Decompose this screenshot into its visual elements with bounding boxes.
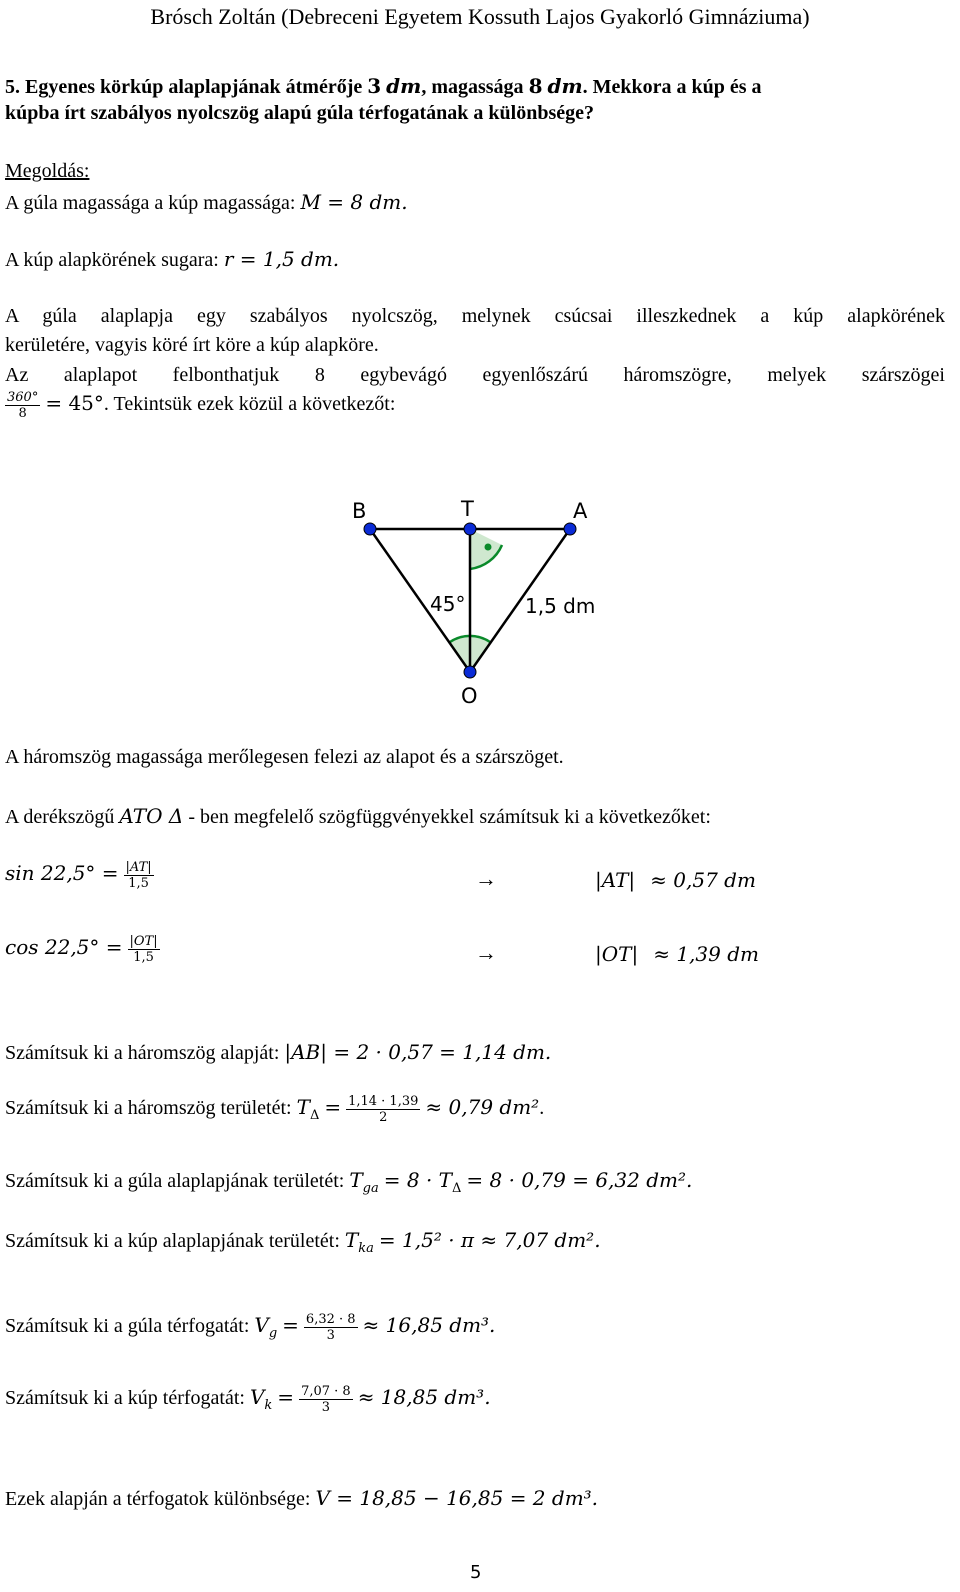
side-length-label: 1,5 dm — [525, 594, 596, 618]
sin-fraction — [124, 860, 154, 891]
paragraph-text: Számítsuk ki a háromszög alapját: — [5, 1042, 280, 1064]
calc-difference — [5, 1486, 598, 1511]
math-expression: ≈ 0,57 dm — [650, 868, 756, 892]
paragraph-text: Ezek alapján a térfogatok különbsége: — [5, 1488, 311, 1510]
math-expression: T — [296, 1095, 310, 1120]
math-subscript: ga — [362, 1181, 379, 1196]
paragraph-bisect: A háromszög magassága merőlegesen felezi az alapot és a szárszöget. — [5, 746, 564, 768]
paragraph-text: . Tekintsük ezek közül a következőt: — [103, 393, 396, 416]
paragraph-text: A kúp alapkörének sugara: — [5, 249, 219, 271]
math-expression: |AT| — [595, 868, 636, 892]
triangle-figure — [340, 490, 610, 715]
point-O — [464, 666, 476, 678]
calc-base — [5, 1040, 551, 1065]
height-value: 8 — [528, 74, 543, 98]
calc-cone-volume — [5, 1384, 491, 1415]
math-expression: = 1,5² · π ≈ 7,07 dm². — [378, 1228, 601, 1252]
fraction-denominator: 2 — [346, 1109, 420, 1125]
math-expression: = — [324, 1095, 342, 1120]
math-expression: = 8 · T — [383, 1168, 453, 1192]
paragraph-text: Számítsuk ki a gúla alaplapjának területét: — [5, 1170, 345, 1192]
paragraph-text: Számítsuk ki a gúla térfogatát: — [5, 1315, 250, 1338]
problem-text: . Mekkora a kúp és a — [582, 76, 762, 98]
point-A — [564, 523, 576, 535]
paragraph-text: . — [539, 1097, 545, 1120]
fraction-numerator: 360° — [7, 390, 39, 405]
cos-equation — [5, 934, 160, 965]
math-expression: ATO Δ — [119, 804, 184, 828]
arrow-icon: → — [475, 940, 497, 965]
math-subscript: k — [264, 1398, 273, 1414]
math-expression: cos 22,5° = — [5, 935, 123, 960]
point-B — [364, 523, 376, 535]
label-A: A — [573, 499, 588, 523]
paragraph-octagon-line-2: kerületére, vagyis köré írt köre a kúp alapköre. — [5, 334, 379, 356]
calc-pyramid-volume — [5, 1312, 495, 1343]
paragraph-split-line-2 — [5, 390, 395, 421]
math-expression: T — [344, 1228, 359, 1252]
solution-label: Megoldás: — [5, 160, 90, 182]
math-expression: V — [254, 1313, 269, 1338]
calc-pyramid-base — [5, 1168, 692, 1196]
fraction-denominator: 8 — [5, 405, 40, 421]
fraction-numerator: 6,32 · 8 — [305, 1312, 356, 1327]
label-B: B — [352, 499, 367, 523]
angle-fraction — [5, 390, 40, 421]
math-expression: ≈ 0,79 dm² — [425, 1095, 540, 1120]
problem-line-2: kúpba írt szabályos nyolcszög alapú gúla térfogatának a különbsége? — [5, 102, 594, 124]
math-expression: = 45° — [45, 391, 104, 416]
paragraph-text: Számítsuk ki a háromszög területét: — [5, 1097, 292, 1120]
fraction-numerator: 7,07 · 8 — [301, 1384, 351, 1399]
math-expression: M = 8 dm. — [300, 190, 408, 214]
cos-result — [595, 942, 759, 967]
label-O: O — [461, 684, 478, 708]
math-expression: |AB| = 2 · 0,57 = 1,14 dm. — [284, 1040, 552, 1064]
sin-equation — [5, 860, 154, 891]
math-expression: |OT| — [595, 942, 639, 966]
calc-triangle-area — [5, 1094, 544, 1125]
label-T: T — [461, 497, 474, 521]
fraction-numerator: |AT| — [125, 860, 152, 875]
math-subscript: g — [268, 1326, 278, 1342]
fraction-denominator: 3 — [299, 1399, 353, 1415]
paragraph-height — [5, 190, 408, 215]
paragraph-text: - ben megfelelő szögfüggvényekkel számítsuk ki a következőket: — [188, 806, 711, 828]
paragraph-text: Számítsuk ki a kúp alaplapjának területét: — [5, 1230, 340, 1252]
math-expression: = 8 · 0,79 = 6,32 dm². — [466, 1168, 693, 1192]
math-subscript: Δ — [309, 1108, 320, 1124]
paragraph-text: A derékszögű — [5, 806, 115, 828]
math-expression: ≈ 18,85 dm³. — [357, 1385, 491, 1410]
problem-text: Egyenes körkúp alaplapjának átmérője — [25, 76, 363, 98]
math-expression: = — [282, 1313, 299, 1338]
cos-fraction — [128, 934, 160, 965]
fraction-denominator: 3 — [304, 1327, 358, 1343]
fraction-denominator: 1,5 — [124, 875, 154, 891]
page-header: Brósch Zoltán (Debreceni Egyetem Kossuth Lajos Gyakorló Gimnáziuma) — [150, 4, 810, 29]
angle-label: 45° — [430, 592, 466, 616]
diameter-unit: dm — [386, 74, 422, 98]
area-fraction — [346, 1094, 420, 1125]
paragraph-octagon-line-1: A gúla alaplapja egy szabályos nyolcszög, melynek csúcsai illeszkednek a kúp alapkörének — [5, 305, 945, 327]
page-number: 5 — [470, 1562, 482, 1583]
math-expression: ≈ 1,39 dm — [653, 942, 759, 966]
height-unit: dm — [547, 74, 583, 98]
paragraph-text: Számítsuk ki a kúp térfogatát: — [5, 1387, 245, 1410]
math-expression: V = 18,85 − 16,85 = 2 dm³. — [315, 1486, 599, 1510]
calc-cone-base — [5, 1228, 601, 1256]
point-T — [464, 523, 476, 535]
right-angle-dot — [485, 544, 492, 551]
sin-result — [595, 868, 756, 893]
paragraph-text: A gúla magassága a kúp magassága: — [5, 192, 296, 214]
math-expression: sin 22,5° = — [5, 861, 119, 886]
math-expression: V — [249, 1385, 265, 1410]
diameter-value: 3 — [367, 74, 382, 98]
math-expression: ≈ 16,85 dm³. — [362, 1313, 496, 1338]
math-expression: T — [349, 1168, 363, 1192]
math-expression: = — [277, 1385, 295, 1410]
problem-line-1 — [5, 74, 762, 99]
arrow-icon: → — [475, 866, 497, 891]
volume-fraction — [299, 1384, 353, 1415]
math-subscript: ka — [358, 1241, 374, 1256]
fraction-numerator: |OT| — [129, 934, 158, 949]
problem-text: , magassága — [421, 76, 524, 98]
math-subscript: Δ — [452, 1181, 462, 1196]
volume-fraction — [304, 1312, 358, 1343]
paragraph-right-triangle — [5, 804, 711, 829]
paragraph-split-line-1: Az alaplapot felbonthatjuk 8 egybevágó egyenlőszárú háromszögre, melyek szárszögei — [5, 364, 945, 386]
paragraph-radius — [5, 247, 339, 272]
math-expression: r = 1,5 dm. — [223, 247, 340, 271]
fraction-denominator: 1,5 — [128, 949, 160, 965]
fraction-numerator: 1,14 · 1,39 — [348, 1094, 419, 1109]
problem-number: 5. — [5, 76, 20, 98]
